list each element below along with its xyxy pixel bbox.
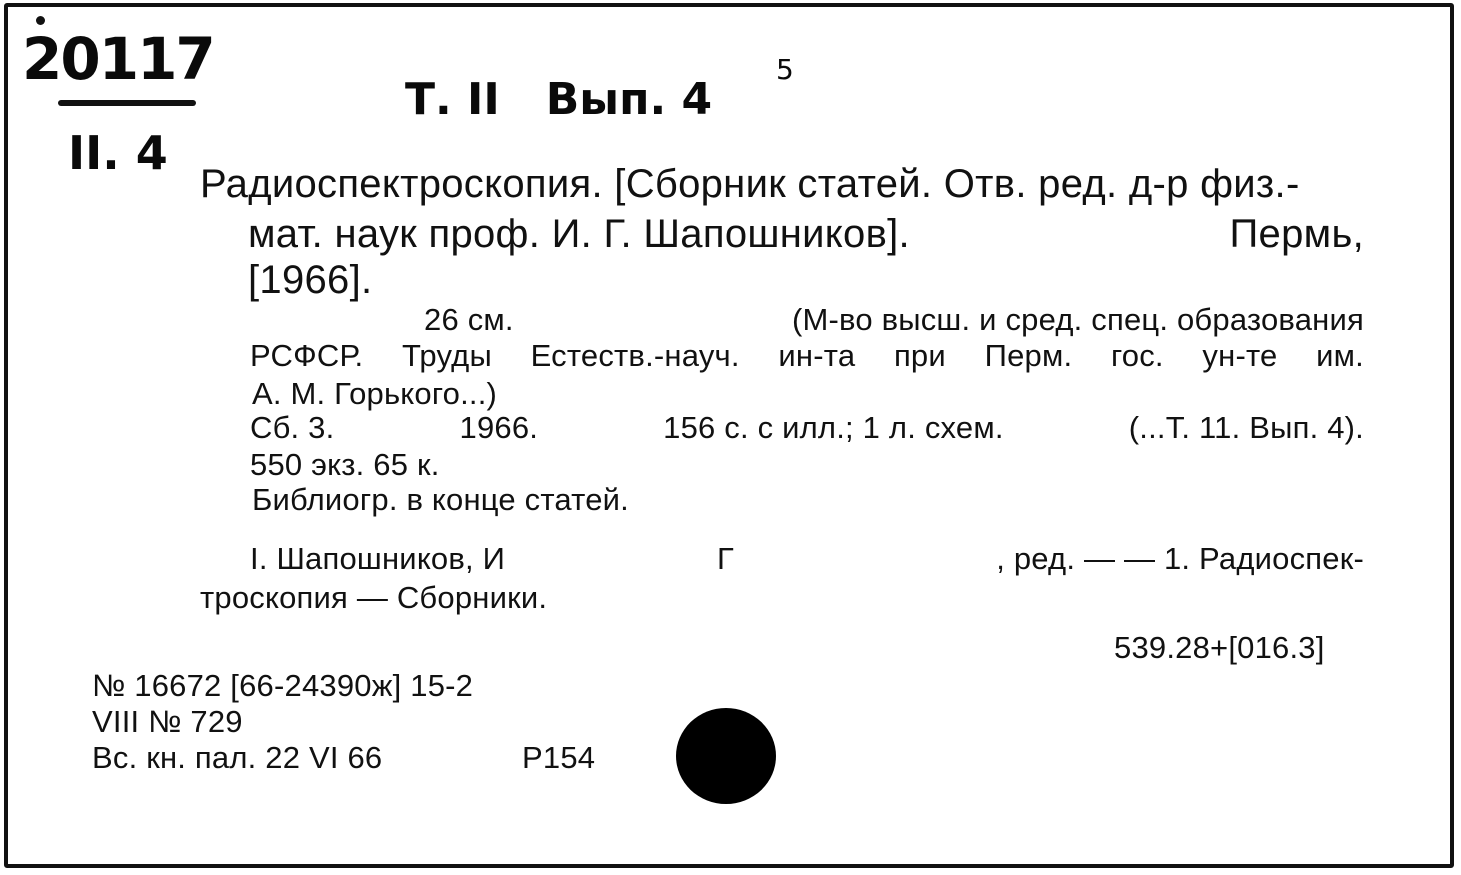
description-line-4-d: (...Т. 11. Вып. 4). (1128, 410, 1364, 445)
description-line-2: РСФСР. Труды Естеств.-науч. ин-та при Перм. гос. ун-те им. (250, 338, 1364, 373)
registry-line-3-right: Р154 (522, 740, 596, 775)
description-line-5: 550 экз. 65 к. (250, 447, 440, 482)
registry-line-2: VIII № 729 (92, 704, 243, 739)
title-line-2-left: мат. наук проф. И. Г. Шапошников]. (248, 212, 910, 256)
title-line-2-right: Пермь, (1229, 212, 1364, 256)
tracing-line-1-a: I. Шапошников, И (250, 541, 506, 576)
tracing-line-2: троскопия — Сборники. (200, 580, 548, 615)
accession-underline (58, 100, 196, 106)
tracing-line-1-b: Г (717, 541, 734, 576)
description-line-1-right: (М-во высш. и сред. спец. образования (791, 302, 1364, 337)
description-line-4-a: Сб. 3. (250, 410, 335, 445)
shelf-note: II. 4 (68, 126, 168, 180)
accession-dot (36, 16, 45, 25)
registry-line-3-left: Вс. кн. пал. 22 VI 66 (92, 740, 383, 775)
classification-number: 539.28+[016.3] (1114, 630, 1325, 665)
description-line-4-c: 156 с. с илл.; 1 л. схем. (663, 410, 1004, 445)
description-line-6: Библиогр. в конце статей. (252, 482, 629, 517)
title-line-2 (248, 214, 1364, 254)
tracing-line-1-c: , ред. — — 1. Радиоспек- (996, 541, 1364, 576)
volume-note-superscript: 5 (776, 53, 794, 86)
title-line-1: Радиоспектроскопия. [Сборник статей. Отв. ред. д-р физ.- (200, 162, 1300, 206)
title-line-3: [1966]. (248, 258, 373, 302)
description-line-4 (250, 412, 1364, 443)
description-line-3: А. М. Горького...) (252, 376, 498, 411)
punch-hole (676, 708, 776, 804)
volume-note: Т. II Вып. 4 (405, 74, 713, 125)
description-line-1-left: 26 см. (424, 302, 514, 337)
registry-line-1: № 16672 [66-24390ж] 15-2 (92, 668, 474, 703)
accession-number: 20117 (22, 25, 214, 93)
description-line-4-b: 1966. (459, 410, 539, 445)
